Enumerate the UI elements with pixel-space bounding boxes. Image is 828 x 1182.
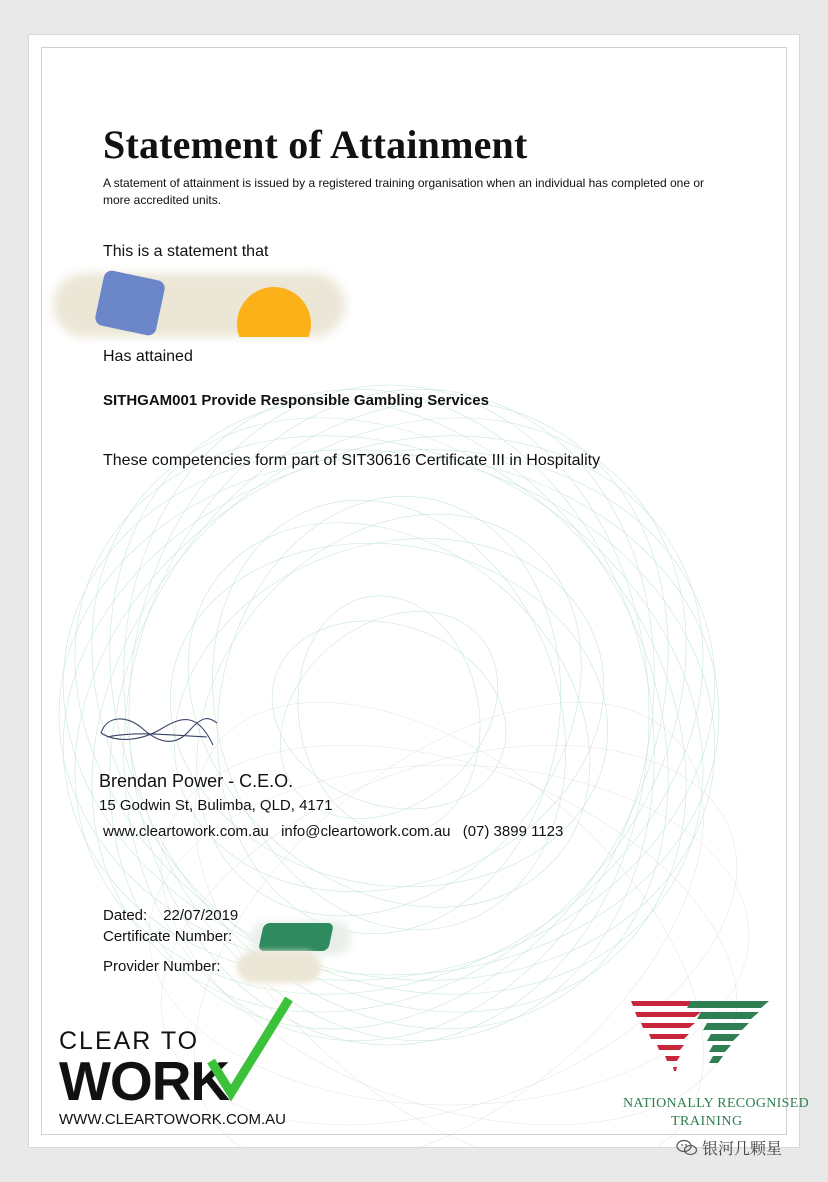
nrt-line1: NATIONALLY RECOGNISED	[623, 1096, 809, 1111]
unit-title: SITHGAM001 Provide Responsible Gambling Services	[103, 392, 489, 409]
watermark-text: 银河几颗星	[702, 1141, 783, 1158]
website-text: www.cleartowork.com.au	[103, 823, 269, 840]
email-text: info@cleartowork.com.au	[281, 823, 451, 840]
contact-line	[103, 823, 571, 840]
nrt-line2: TRAINING	[671, 1114, 743, 1129]
dated-value: 22/07/2019	[163, 907, 239, 924]
certificate-number-label: Certificate Number:	[103, 928, 233, 945]
dated-label: Dated:	[103, 907, 148, 924]
intro-text: This is a statement that	[103, 243, 269, 260]
logo-line1: CLEAR TO	[59, 1027, 200, 1055]
redaction-provider-number	[237, 951, 321, 983]
provider-number-label: Provider Number:	[103, 958, 221, 975]
nationally-recognised-training-icon	[631, 999, 771, 1089]
logo-line2: WORK	[59, 1050, 230, 1112]
document-subtitle: A statement of attainment is issued by a registered training organisation when an individual has completed one or more accredited units.	[103, 176, 705, 207]
watermark	[676, 1136, 782, 1159]
dated-row	[103, 907, 238, 924]
competencies-text: These competencies form part of SIT30616 Certificate III in Hospitality	[103, 452, 601, 469]
attained-label: Has attained	[103, 348, 193, 365]
document-title: Statement of Attainment	[103, 122, 528, 167]
signatory-address: 15 Godwin St, Bulimba, QLD, 4171	[99, 797, 333, 814]
certificate-sheet	[28, 34, 809, 1148]
checkmark-icon	[205, 995, 295, 1105]
wechat-icon	[676, 1139, 698, 1157]
phone-text: (07) 3899 1123	[462, 823, 564, 840]
signature	[97, 707, 221, 751]
logo-url: WWW.CLEARTOWORK.COM.AU	[59, 1111, 286, 1128]
redaction-certificate-number	[258, 923, 334, 951]
signatory-name: Brendan Power - C.E.O.	[99, 771, 294, 791]
